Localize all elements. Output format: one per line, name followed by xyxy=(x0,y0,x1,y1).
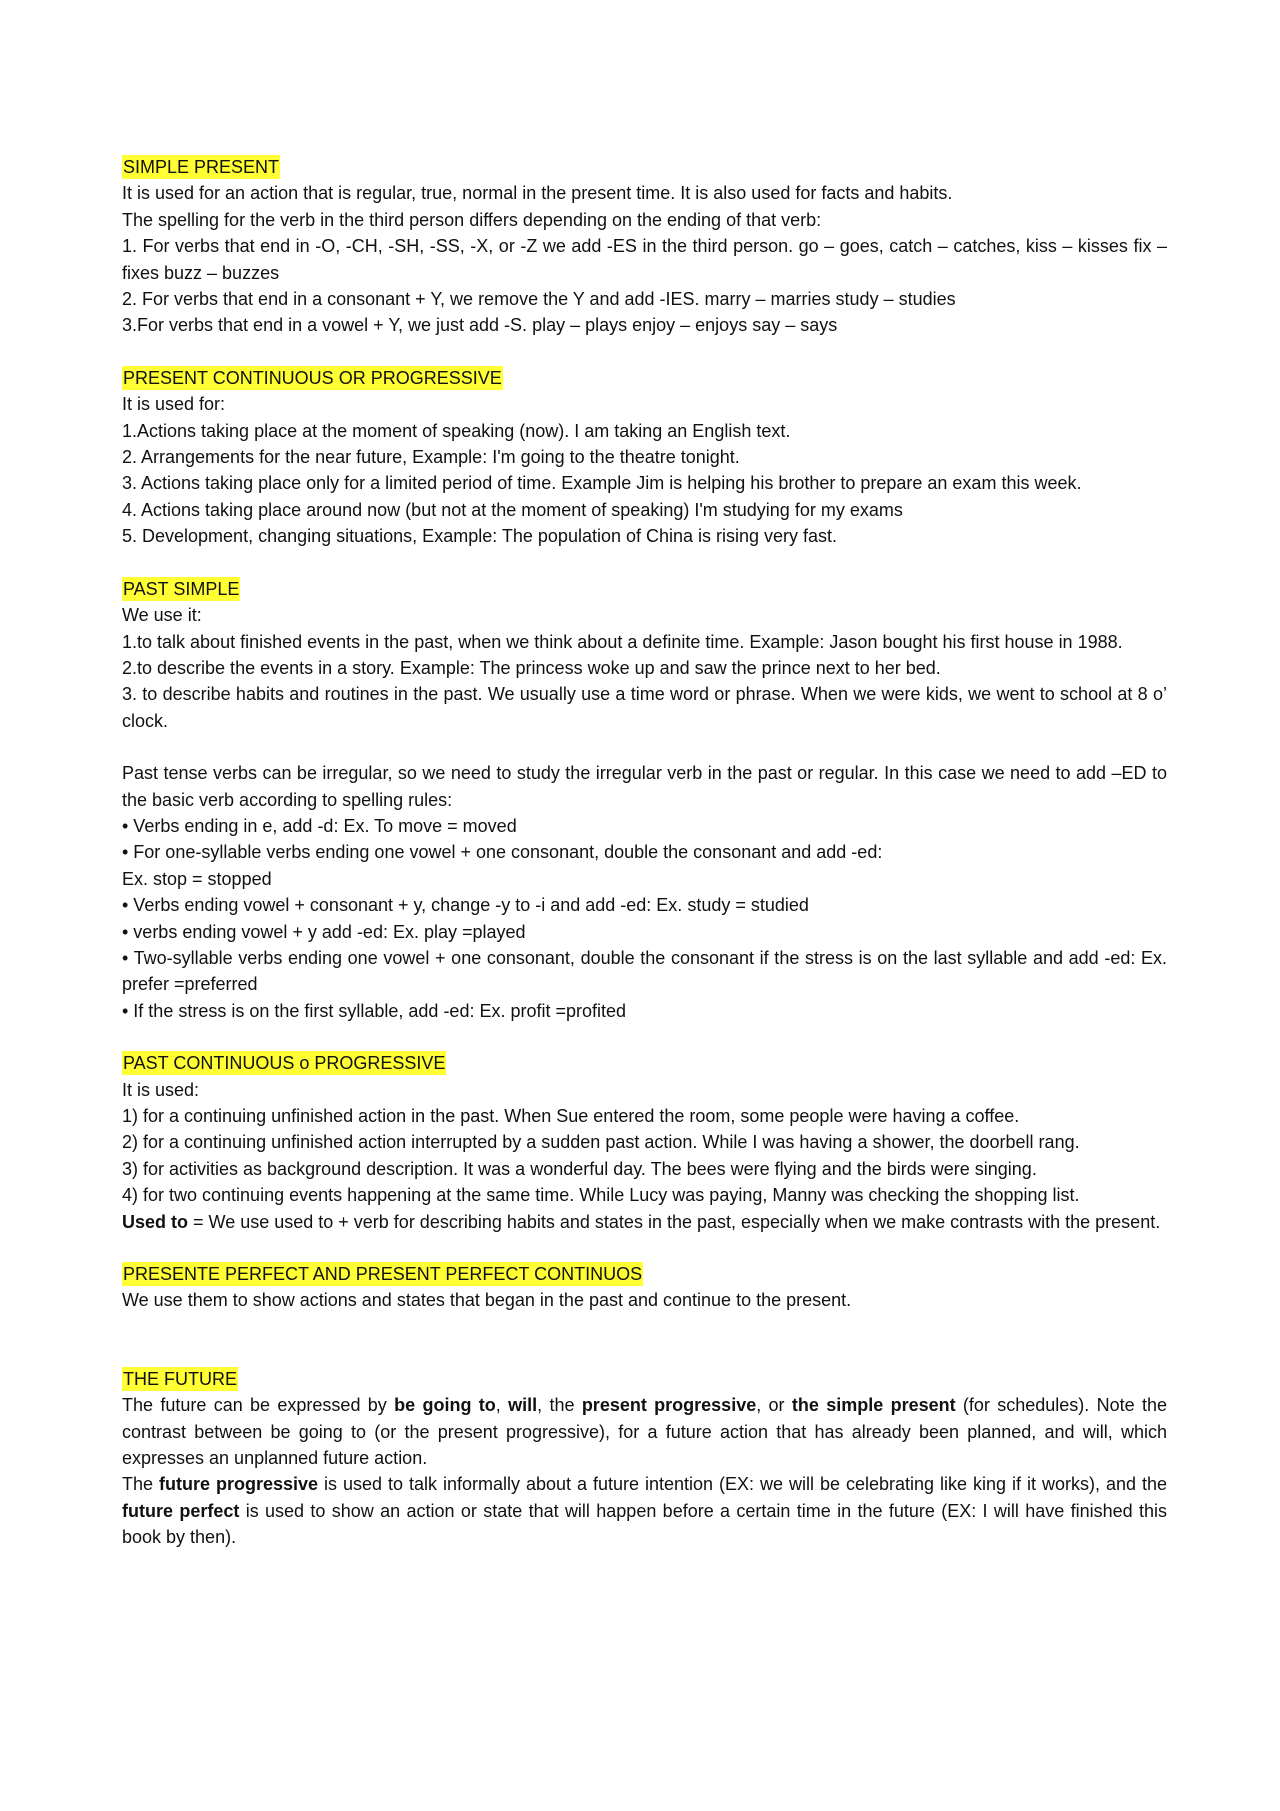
bold-term: will xyxy=(508,1395,538,1416)
paragraph-line: 1.Actions taking place at the moment of speaking (now). I am taking an English text. xyxy=(122,420,791,441)
paragraph-line: 1.to talk about finished events in the past, when we think about a definite time. Example: Jason bought his first house in 1988. xyxy=(122,631,1123,652)
section-present-perfect xyxy=(122,1261,1167,1314)
paragraph-line: 5. Development, changing situations, Example: The population of China is rising very fast. xyxy=(122,526,838,547)
spacer xyxy=(122,1340,1167,1366)
section-heading: PAST SIMPLE xyxy=(123,578,240,599)
bold-term: present progressive xyxy=(581,1395,757,1416)
bold-term: the simple present xyxy=(791,1395,956,1416)
used-to-paragraph xyxy=(122,1209,1167,1235)
spacer xyxy=(122,734,1167,760)
text-run: is used to show an action or state that will happen before a certain time in the future (EX: I will have finished this book by then). xyxy=(122,1500,1168,1548)
text-run: , xyxy=(495,1395,509,1416)
section-heading: PAST CONTINUOUS o PROGRESSIVE xyxy=(123,1053,446,1074)
paragraph-line: 3) for activities as background description. It was a wonderful day. The bees were flying and the birds were singing. xyxy=(122,1158,1037,1179)
section-past-simple xyxy=(122,576,1167,1025)
bold-term: be going to xyxy=(394,1395,496,1416)
section-heading: PRESENT CONTINUOUS OR PROGRESSIVE xyxy=(123,367,502,388)
paragraph-line: It is used for: xyxy=(122,394,226,415)
paragraph-line: We use them to show actions and states that began in the past and continue to the present. xyxy=(122,1290,852,1311)
text-run: is used to talk informally about a future intention (EX: we will be celebrating like king if it works), and the xyxy=(318,1474,1167,1495)
rule-line: • For one-syllable verbs ending one vowel + one consonant, double the consonant and add -ed: xyxy=(122,842,883,863)
rule-line: • Verbs ending vowel + consonant + y, change -y to -i and add -ed: Ex. study = studied xyxy=(122,895,809,916)
paragraph-line: 2) for a continuing unfinished action interrupted by a sudden past action. While I was having a shower, the doorbell rang. xyxy=(122,1132,1080,1153)
paragraph-line: 4) for two continuing events happening at the same time. While Lucy was paying, Manny was checking the shopping list. xyxy=(122,1185,1080,1206)
rule-line: Past tense verbs can be irregular, so we need to study the irregular verb in the past or regular. In this case we need to add –ED to the basic verb according to spelling rules: xyxy=(122,763,1167,810)
paragraph-line: 4. Actions taking place around now (but not at the moment of speaking) I'm studying for my exams xyxy=(122,499,903,520)
section-simple-present xyxy=(122,154,1167,339)
rule-line: Ex. stop = stopped xyxy=(122,868,272,889)
text-run: The future can be expressed by xyxy=(122,1395,395,1416)
section-heading: SIMPLE PRESENT xyxy=(123,157,280,177)
paragraph-line: 2.to describe the events in a story. Example: The princess woke up and saw the prince next to her bed. xyxy=(122,657,941,678)
bold-term: future progressive xyxy=(159,1474,319,1495)
paragraph-line: We use it: xyxy=(122,605,202,626)
paragraph-line: The spelling for the verb in the third person differs depending on the ending of that verb: xyxy=(122,209,822,230)
rule-line: • Verbs ending in e, add -d: Ex. To move = moved xyxy=(122,815,517,836)
paragraph-line: 3. to describe habits and routines in the past. We usually use a time word or phrase. When we were kids, we went to school at 8 o’ clock. xyxy=(122,684,1167,731)
section-future xyxy=(122,1366,1167,1551)
section-past-continuous xyxy=(122,1050,1167,1235)
paragraph-line: It is used for an action that is regular, true, normal in the present time. It is also used for facts and habits. xyxy=(122,183,953,204)
text-run: The xyxy=(122,1474,159,1495)
text-run: , or xyxy=(756,1395,792,1416)
used-to-text: = We use used to + verb for describing habits and states in the past, especially when we make contrasts with the present. xyxy=(188,1211,1161,1232)
section-present-continuous xyxy=(122,365,1167,550)
bold-term: future perfect xyxy=(122,1500,240,1521)
paragraph-line: 3.For verbs that end in a vowel + Y, we just add -S. play – plays enjoy – enjoys say – says xyxy=(122,315,838,336)
paragraph-line: It is used: xyxy=(122,1079,200,1100)
section-heading: THE FUTURE xyxy=(123,1368,237,1389)
future-paragraph-2 xyxy=(122,1471,1167,1550)
rule-line: • If the stress is on the first syllable, add -ed: Ex. profit =profited xyxy=(122,1000,627,1021)
paragraph-line: 1. For verbs that end in -O, -CH, -SH, -SS, -X, or -Z we add -ES in the third person. go – goes, catch – catches, kiss – kisses fix – fixes buzz – buzzes xyxy=(122,236,1167,283)
rule-line: • Two-syllable verbs ending one vowel + one consonant, double the consonant if the stress is on the last syllable and add -ed: Ex. prefer =preferred xyxy=(122,947,1167,995)
section-heading: PRESENTE PERFECT AND PRESENT PERFECT CONTINUOS xyxy=(123,1264,643,1285)
used-to-label: Used to xyxy=(122,1211,189,1232)
text-run: (for schedules). Note the contrast between be going to (or the present progressive), for a future action that has already been planned, and will, which expresses an unplanned future action. xyxy=(122,1395,1167,1469)
paragraph-line: 3. Actions taking place only for a limited period of time. Example Jim is helping his brother to prepare an exam this week. xyxy=(122,473,1082,494)
rule-line: • verbs ending vowel + y add -ed: Ex. play =played xyxy=(122,921,526,942)
paragraph-line: 2. Arrangements for the near future, Example: I'm going to the theatre tonight. xyxy=(122,447,740,468)
future-paragraph-1 xyxy=(122,1392,1167,1471)
paragraph-line: 1) for a continuing unfinished action in the past. When Sue entered the room, some people were having a coffee. xyxy=(122,1106,1020,1126)
paragraph-line: 2. For verbs that end in a consonant + Y, we remove the Y and add -IES. marry – marries study – studies xyxy=(122,289,956,310)
document-body xyxy=(122,154,1167,1577)
text-run: , the xyxy=(537,1395,582,1416)
